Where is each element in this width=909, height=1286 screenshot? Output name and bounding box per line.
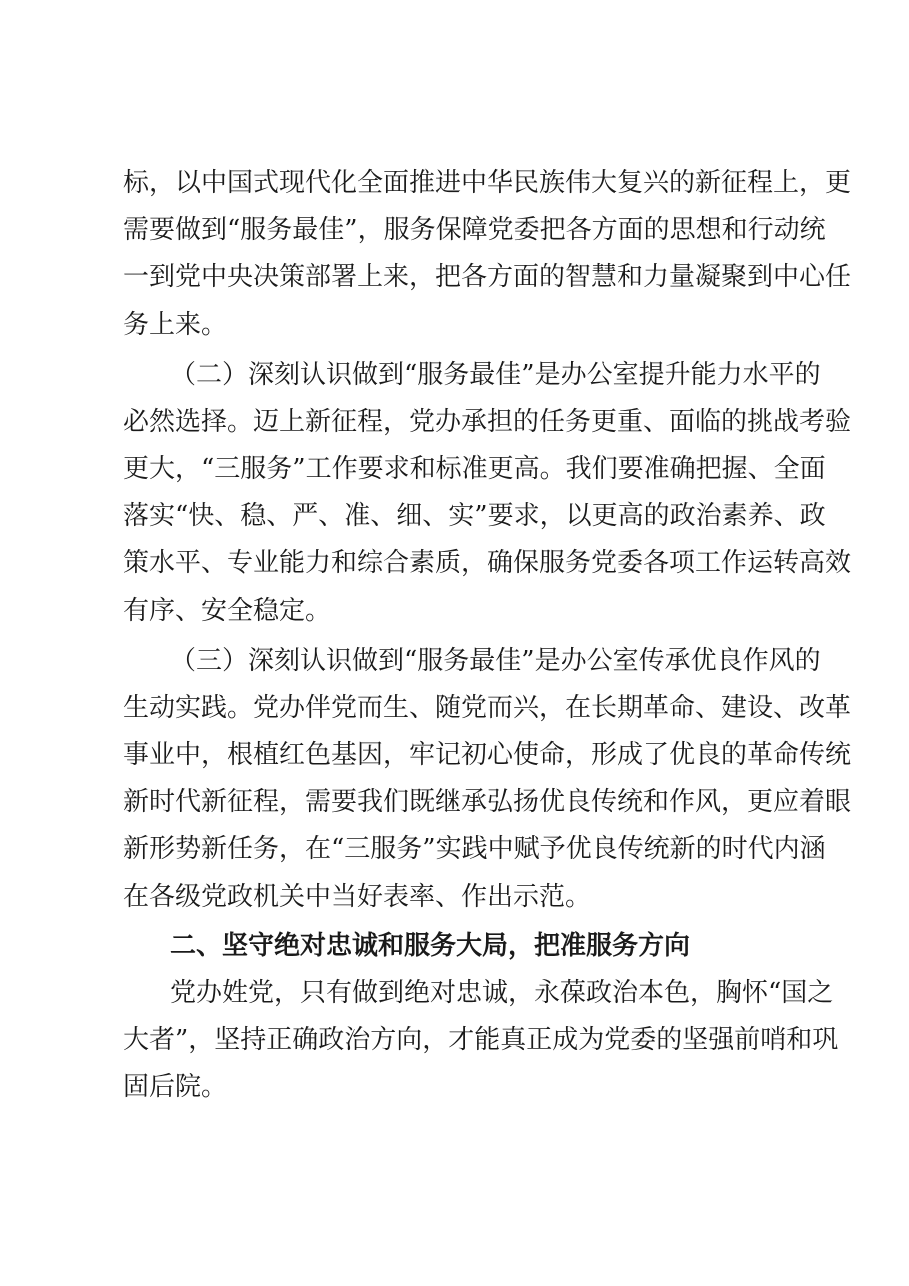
body-text-line: 策水平、专业能力和综合素质，确保服务党委各项工作运转高效 <box>123 548 852 578</box>
body-text-line: 固后院。 <box>123 1072 228 1102</box>
body-text-line: 务上来。 <box>123 310 228 340</box>
section-heading: 二、坚守绝对忠诚和服务大局，把准服务方向 <box>170 931 691 961</box>
body-text-line: 标，以中国式现代化全面推进中华民族伟大复兴的新征程上，更 <box>123 168 852 198</box>
body-text-line: 事业中，根植红色基因，牢记初心使命，形成了优良的革命传统 <box>123 740 852 770</box>
body-text-line: 必然选择。迈上新征程，党办承担的任务更重、面临的挑战考验 <box>123 407 852 437</box>
body-text-line: 在各级党政机关中当好表率、作出示范。 <box>123 882 592 912</box>
section-2-first-line: （二）深刻认识做到“服务最佳”是办公室提升能力水平的 <box>170 360 821 390</box>
section-3-first-line: （三）深刻认识做到“服务最佳”是办公室传承优良作风的 <box>170 646 821 676</box>
body-text-line: 新形势新任务，在“三服务”实践中赋予优良传统新的时代内涵 <box>123 834 826 864</box>
body-text-line: 有序、安全稳定。 <box>123 596 332 626</box>
body-text-line: 一到党中央决策部署上来，把各方面的智慧和力量凝聚到中心任 <box>123 262 852 292</box>
body-text-line: 需要做到“服务最佳”，服务保障党委把各方面的思想和行动统 <box>123 215 826 245</box>
paragraph-first-line: 党办姓党，只有做到绝对忠诚，永葆政治本色，胸怀“国之 <box>170 978 834 1008</box>
body-text-line: 更大，“三服务”工作要求和标准更高。我们要准确把握、全面 <box>123 454 826 484</box>
body-text-line: 落实“快、稳、严、准、细、实”要求，以更高的政治素养、政 <box>123 501 826 531</box>
body-text-line: 大者”，坚持正确政治方向，才能真正成为党委的坚强前哨和巩 <box>123 1025 839 1055</box>
body-text-line: 新时代新征程，需要我们既继承弘扬优良传统和作风，更应着眼 <box>123 787 852 817</box>
body-text-line: 生动实践。党办伴党而生、随党而兴，在长期革命、建设、改革 <box>123 693 852 723</box>
